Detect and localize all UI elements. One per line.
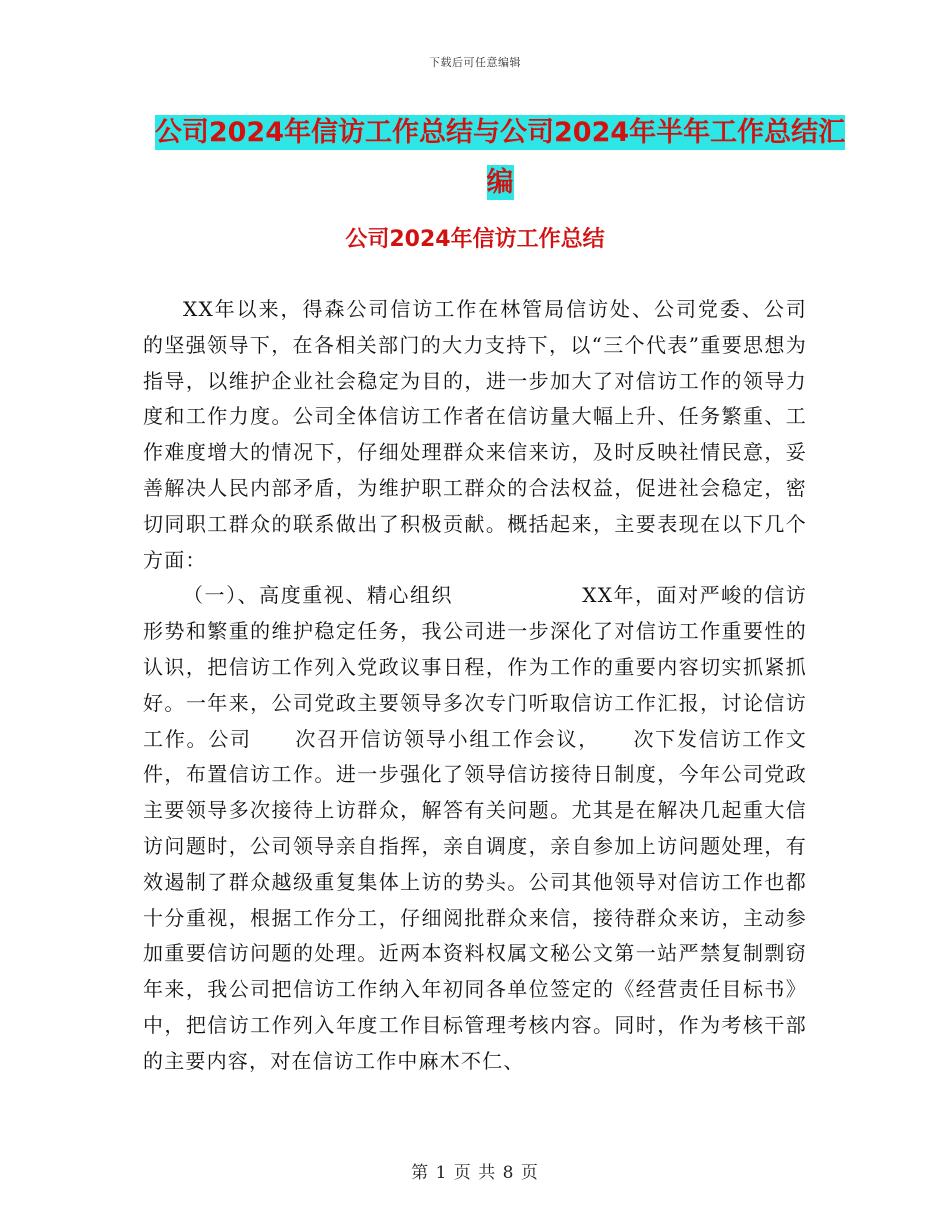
document-body	[143, 292, 807, 1080]
page-number: 第 1 页 共 8 页	[411, 1163, 539, 1183]
document-title-text: 公司2024年信访工作总结与公司2024年半年工作总结汇编	[154, 117, 846, 198]
document-title	[150, 108, 850, 208]
body-paragraph-2: （一）、高度重视、精心组织 XX年，面对严峻的信访形势和繁重的维护稳定任务，我公司进一步深化了对信访工作重要性的认识，把信访工作列入党政议事日程，作为工作的重要内容切实抓紧抓好。一年来，公司党政主要领导多次专门听取信访工作汇报，讨论信访工作。公司 次召开信访领导小组工作会议， 次下发信访工作文件，布置信访工作。进一步强化了领导信访接待日制度，今年公司党政主要领导多次接待上访群众，解答有关问题。尤其是在解决几起重大信访问题时，公司领导亲自指挥，亲自调度，亲自参加上访问题处理，有效遏制了群众越级重复集体上访的势头。公司其他领导对信访工作也都十分重视，根据工作分工，仔细阅批群众来信，接待群众来访，主动参加重要信访问题的处理。近两本资料权属文秘公文第一站严禁复制剽窃年来，我公司把信访工作纳入年初同各单位签定的《经营责任目标书》中，把信访工作列入年度工作目标管理考核内容。同时，作为考核干部的主要内容，对在信访工作中麻木不仁、	[143, 583, 807, 1073]
body-paragraph-1: XX年以来，得森公司信访工作在林管局信访处、公司党委、公司的坚强领导下，在各相关部门的大力支持下，以“三个代表”重要思想为指导，以维护企业社会稳定为目的，进一步加大了对信访工作的领导力度和工作力度。公司全体信访工作者在信访量大幅上升、任务繁重、工作难度增大的情况下，仔细处理群众来信来访，及时反映社情民意，妥善解决人民内部矛盾，为维护职工群众的合法权益，促进社会稳定，密切同职工群众的联系做出了积极贡献。概括起来，主要表现在以下几个方面：	[143, 297, 807, 572]
header-note: 下载后可任意编辑	[429, 56, 521, 69]
section-title: 公司2024年信访工作总结	[345, 227, 605, 252]
